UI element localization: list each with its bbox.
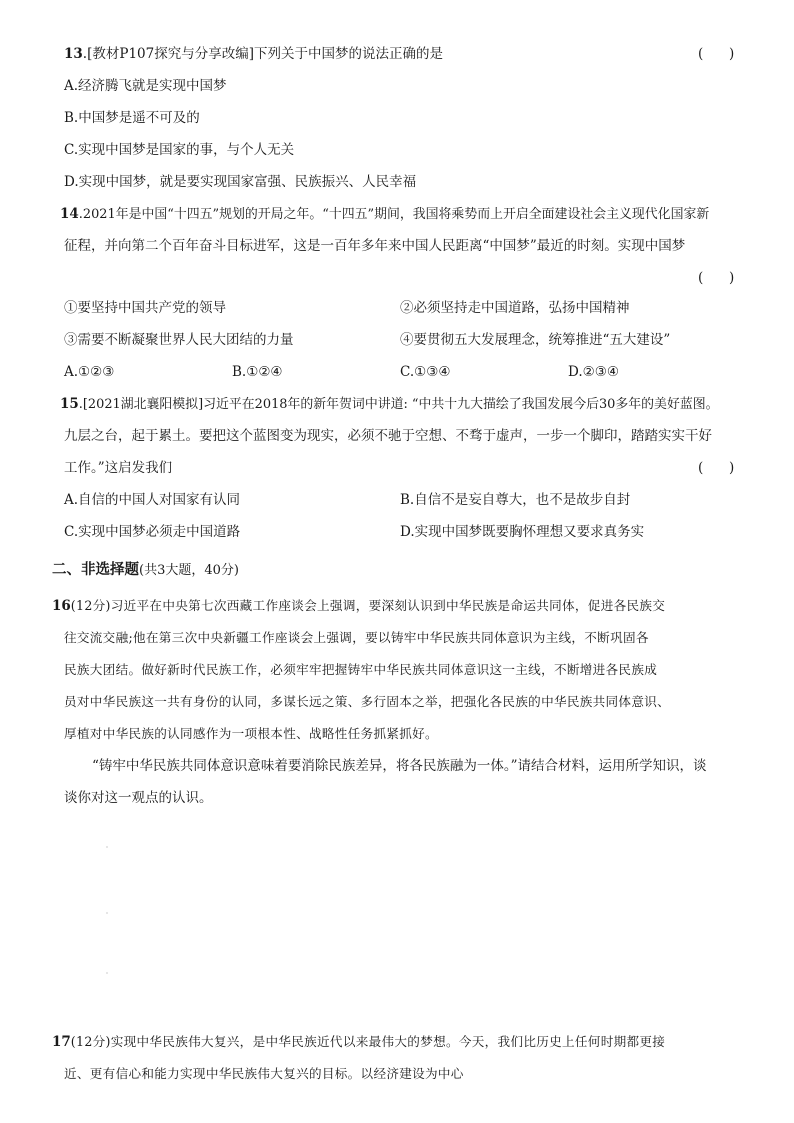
- q14-item-3: ③需要不断凝聚世界人民大团结的力量: [64, 332, 294, 348]
- q15-option-d: D.实现中国梦既要胸怀理想又要求真务实: [400, 524, 645, 540]
- q15-stem-line2: 九层之台，起于累土。要把这个蓝图变为现实，必须不驰于空想、不骛于虚声，一步一个脚印，踏踏实实干好: [64, 428, 712, 444]
- q16-material-line3: 民族大团结。做好新时代民族工作，必须牢牢把握铸牢中华民族共同体意识这一主线，不断增进各民族成: [64, 662, 658, 677]
- answer-space-mark: [106, 972, 108, 974]
- q13-option-b: B.中国梦是遥不可及的: [64, 110, 200, 126]
- q17-material-line1: [52, 1032, 665, 1052]
- q17-material-line2: 近、更有信心和能力实现中华民族伟大复兴的目标。以经济建设为中心: [64, 1066, 464, 1081]
- q13-answer-paren: ( ): [698, 46, 735, 62]
- q16-material-line2: 往交流交融;他在第三次中央新疆工作座谈会上强调，要以铸牢中华民族共同体意识为主线，不断巩固各: [64, 630, 649, 645]
- q14-option-a: A.①②③: [64, 364, 115, 380]
- q15-stem-line1: [60, 394, 719, 415]
- q15-answer-paren: ( ): [698, 460, 735, 476]
- q14-item-2: ②必须坚持走中国道路，弘扬中国精神: [400, 300, 630, 316]
- q13-option-c: C.实现中国梦是国家的事，与个人无关: [64, 142, 295, 158]
- q17-number: 17: [52, 1034, 71, 1050]
- q14-stem-line1: [60, 204, 709, 225]
- q16-prompt-line1: “铸牢中华民族共同体意识意味着要消除民族差异，将各民族融为一体。”请结合材料，运用所学知识，谈: [92, 758, 707, 774]
- q14-option-b: B.①②④: [232, 364, 283, 380]
- q15-option-b: B.自信不是妄自尊大，也不是故步自封: [400, 492, 631, 508]
- q15-stem-text-1: .[2021湖北襄阳模拟]习近平在2018年的新年贺词中讲道: “中共十九大描绘了我国发展今后30多年的美好蓝图。: [78, 397, 719, 412]
- q16-material-text-1: (12分)习近平在中央第七次西藏工作座谈会上强调，要深刻认识到中华民族是命运共同体，促进各民族交: [70, 598, 666, 613]
- q16-number: 16: [52, 598, 71, 614]
- q16-material-line4: 员对中华民族这一共有身份的认同，多谋长远之策、多行固本之举，把强化各民族的中华民族共同体意识、: [64, 694, 671, 709]
- q16-material-line5: 厚植对中华民族的认同感作为一项根本性、战略性任务抓紧抓好。: [64, 726, 438, 741]
- q16-material-line1: [52, 596, 665, 616]
- q13-option-a: A.经济腾飞就是实现中国梦: [64, 78, 227, 94]
- q16-prompt-line2: 谈你对这一观点的认识。: [64, 790, 213, 806]
- q15-option-c: C.实现中国梦必须走中国道路: [64, 524, 241, 540]
- q15-option-a: A.自信的中国人对国家有认同: [64, 492, 241, 508]
- q14-item-4: ④要贯彻五大发展理念，统筹推进“五大建设”: [400, 332, 671, 348]
- q15-number: 15: [60, 396, 79, 412]
- section2-note: (共3大题，40分): [139, 563, 239, 578]
- q13-option-d: D.实现中国梦，就是要实现国家富强、民族振兴、人民幸福: [64, 174, 417, 190]
- q17-material-text-1: (12分)实现中华民族伟大复兴，是中华民族近代以来最伟大的梦想。今天，我们比历史上任何时期都更接: [70, 1034, 666, 1049]
- answer-space-mark: [106, 912, 108, 914]
- q14-stem-line2: 征程，并向第二个百年奋斗目标进军，这是一百年多年来中国人民距离“中国梦”最近的时刻。实现中国梦: [64, 238, 686, 254]
- q13-stem: [64, 44, 443, 64]
- q14-options: [0, 362, 794, 382]
- q14-option-d: D.②③④: [568, 364, 619, 380]
- q14-option-c: C.①③④: [400, 364, 451, 380]
- section2-title: 二、非选择题: [52, 562, 139, 578]
- q14-stem-text-1: .2021年是中国“十四五”规划的开局之年。“十四五”期间，我国将乘势而上开启全面建设社会主义现代化国家新: [78, 207, 710, 222]
- q14-number: 14: [60, 206, 79, 222]
- section2-heading: [52, 560, 239, 581]
- q15-stem-line3: 工作。”这启发我们: [64, 460, 173, 476]
- answer-space-mark: [106, 846, 108, 848]
- q13-number: 13: [64, 46, 83, 62]
- q14-answer-paren: ( ): [698, 270, 735, 286]
- q14-item-1: ①要坚持中国共产党的领导: [64, 300, 226, 316]
- q13-stem-text: .[教材P107探究与分享改编]下列关于中国梦的说法正确的是: [82, 46, 443, 62]
